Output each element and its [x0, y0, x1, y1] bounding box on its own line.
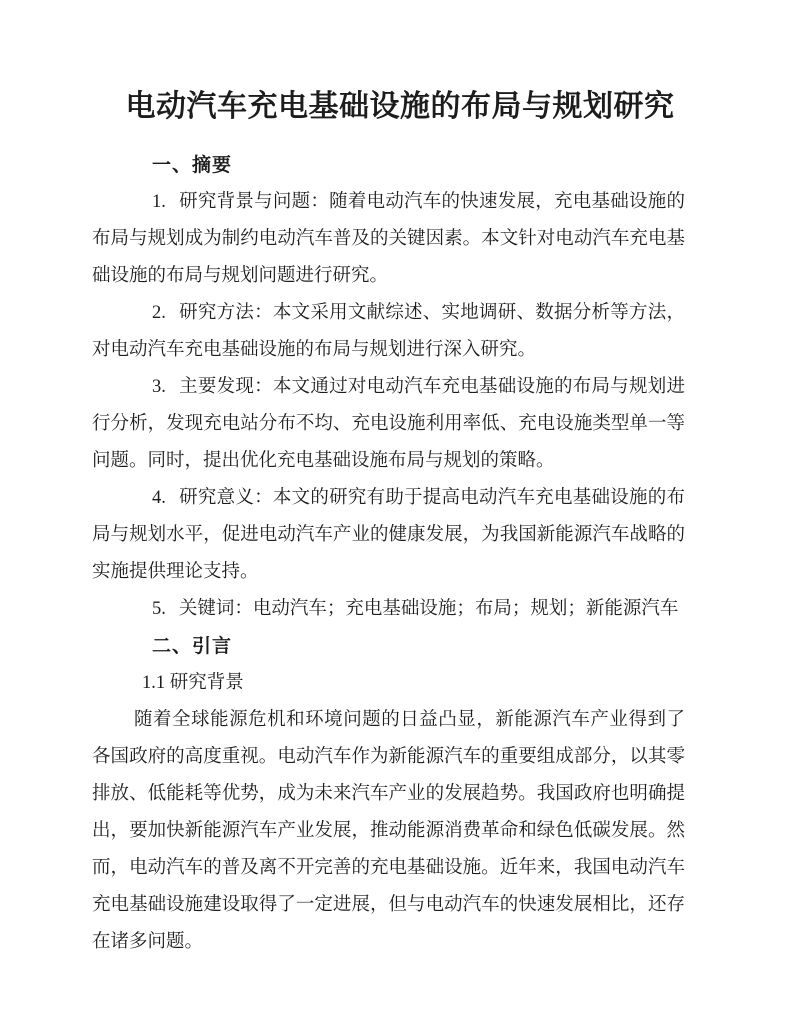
- item-text-3: 主要发现：本文通过对电动汽车充电基础设施的布局与规划进行分析，发现充电站分布不均、充电设施利用率低、充电设施类型单一等问题。同时，提出优化充电基础设施布局与规划的策略。: [92, 377, 685, 471]
- section-heading-introduction: 二、引言: [152, 636, 233, 657]
- document-body: [0, 147, 800, 961]
- introduction-paragraph: 随着全球能源危机和环境问题的日益凸显，新能源汽车产业得到了各国政府的高度重视。电动汽车作为新能源汽车的重要组成部分，以其零排放、低能耗等优势，成为未来汽车产业的发展趋势。我国政府也明确提出，要加快新能源汽车产业发展，推动能源消费革命和绿色低碳发展。然而，电动汽车的普及离不开完善的充电基础设施。近年来，我国电动汽车充电基础设施建设取得了一定进展，但与电动汽车的快速发展相比，还存在诸多问题。: [92, 710, 685, 952]
- abstract-item-2: [92, 295, 685, 369]
- abstract-item-3: [92, 369, 685, 480]
- item-number-1: 1.: [152, 192, 166, 212]
- abstract-item-1: [92, 184, 685, 295]
- item-text-1: 研究背景与问题：随着电动汽车的快速发展，充电基础设施的布局与规划成为制约电动汽车普及的关键因素。本文针对电动汽车充电基础设施的布局与规划问题进行研究。: [92, 192, 685, 286]
- item-number-2: 2.: [152, 303, 166, 323]
- keywords-text: 关键词：电动汽车；充电基础设施；布局；规划；新能源汽车: [178, 599, 679, 619]
- item-number-5: 5.: [152, 599, 166, 619]
- item-number-4: 4.: [152, 488, 166, 508]
- abstract-item-4: [92, 480, 685, 591]
- section-heading-abstract: 一、摘要: [152, 155, 233, 176]
- document-title: 电动汽车充电基础设施的布局与规划研究: [125, 90, 675, 123]
- keywords-line: [92, 591, 685, 628]
- item-text-2: 研究方法：本文采用文献综述、实地调研、数据分析等方法，对电动汽车充电基础设施的布局与规划进行深入研究。: [92, 303, 685, 360]
- item-text-4: 研究意义：本文的研究有助于提高电动汽车充电基础设施的布局与规划水平，促进电动汽车产业的健康发展，为我国新能源汽车战略的实施提供理论支持。: [92, 488, 685, 582]
- item-number-3: 3.: [152, 377, 166, 397]
- subsection-heading-research-background: 1.1 研究背景: [142, 673, 244, 693]
